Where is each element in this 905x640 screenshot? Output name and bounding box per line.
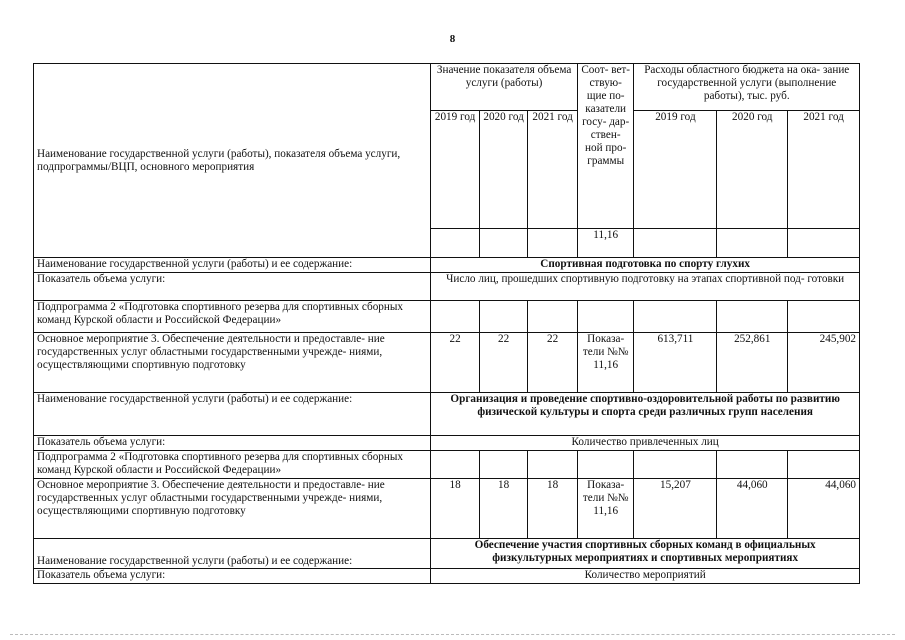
empty-cell — [431, 301, 480, 333]
empty-cell — [528, 301, 578, 333]
service-label: Наименование государственной услуги (работы) и ее содержание: — [34, 539, 431, 569]
service-row — [34, 393, 860, 436]
value-2020: 18 — [479, 479, 528, 539]
activity-text: Основное мероприятие 3. Обеспечение деятельности и предоставле- ние государственных услуг областными государственными учрежде- ниями, осуществляющими спортивную подготовку — [34, 333, 431, 393]
indicator-value: Количество привлеченных лиц — [431, 436, 860, 451]
empty-cell — [577, 451, 634, 479]
header-expense-year-2019: 2019 год — [634, 111, 717, 229]
expense-2021: 44,060 — [788, 479, 860, 539]
value-2021: 18 — [528, 479, 578, 539]
header-expense-year-2020: 2020 год — [717, 111, 788, 229]
activity-text: Основное мероприятие 3. Обеспечение деятельности и предоставле- ние государственных услуг областными государственными учрежде- ниями, осуществляющими спортивную подготовку — [34, 479, 431, 539]
empty-cell — [431, 229, 480, 258]
service-name: Обеспечение участия спортивных сборных команд в официальных физкультурных мероприятиях и спортивных мероприятиях — [431, 539, 860, 569]
value-2020: 22 — [479, 333, 528, 393]
empty-cell — [528, 229, 578, 258]
expense-2021: 245,902 — [788, 333, 860, 393]
header-name-cell — [34, 64, 431, 258]
subprogram-text: Подпрограмма 2 «Подготовка спортивного резерва для спортивных сборных команд Курской области и Российской Федерации» — [34, 451, 431, 479]
indicator-value: Число лиц, прошедших спортивную подготовку на этапах спортивной под- готовки — [431, 273, 860, 301]
indicator-row — [34, 273, 860, 301]
empty-cell — [634, 301, 717, 333]
activity-row — [34, 333, 860, 393]
service-row — [34, 539, 860, 569]
indicator-label: Показатель объема услуги: — [34, 273, 431, 301]
expense-2020: 44,060 — [717, 479, 788, 539]
empty-cell — [717, 301, 788, 333]
page-number: 8 — [449, 33, 456, 45]
header-compliance-ref: 11,16 — [577, 229, 634, 258]
service-row — [34, 258, 860, 273]
empty-cell — [528, 451, 578, 479]
service-label: Наименование государственной услуги (работы) и ее содержание: — [34, 393, 431, 436]
compliance-cell: Показа- тели №№ 11,16 — [577, 333, 634, 393]
empty-cell — [577, 301, 634, 333]
header-expense-year-2021: 2021 год — [788, 111, 860, 229]
empty-cell — [788, 229, 860, 258]
scan-artifact-line — [10, 634, 895, 636]
header-indicator-group: Значение показателя объема услуги (работы) — [431, 64, 578, 111]
header-compliance: Соот- вет- ствую- щие по- казатели госу- дар- ствен- ной про- граммы — [577, 64, 634, 229]
header-expenses-group: Расходы областного бюджета на ока- зание государственной услуги (выполнение работы), тыс. руб. — [634, 64, 860, 111]
value-2019: 22 — [431, 333, 480, 393]
empty-cell — [431, 451, 480, 479]
service-name: Организация и проведение спортивно-оздоровительной работы по развитию физической культуры и спорта среди различных групп населения — [431, 393, 860, 436]
header-year-2020: 2020 год — [479, 111, 528, 229]
value-2021: 22 — [528, 333, 578, 393]
header-row-1 — [34, 64, 860, 111]
empty-cell — [479, 451, 528, 479]
header-year-2021: 2021 год — [528, 111, 578, 229]
indicator-row — [34, 436, 860, 451]
indicator-label: Показатель объема услуги: — [34, 569, 431, 584]
compliance-cell: Показа- тели №№ 11,16 — [577, 479, 634, 539]
header-year-2019: 2019 год — [431, 111, 480, 229]
header-name-text: Наименование государственной услуги (работы), показателя объема услуги, подпрограммы/ВЦП, основного мероприятия — [37, 147, 401, 173]
subprogram-row — [34, 301, 860, 333]
empty-cell — [788, 301, 860, 333]
value-2019: 18 — [431, 479, 480, 539]
service-name: Спортивная подготовка по спорту глухих — [431, 258, 860, 273]
indicator-value: Количество мероприятий — [431, 569, 860, 584]
activity-row — [34, 479, 860, 539]
indicator-label: Показатель объема услуги: — [34, 436, 431, 451]
subprogram-text: Подпрограмма 2 «Подготовка спортивного резерва для спортивных сборных команд Курской области и Российской Федерации» — [34, 301, 431, 333]
empty-cell — [717, 229, 788, 258]
expense-2020: 252,861 — [717, 333, 788, 393]
indicator-row — [34, 569, 860, 584]
expense-2019: 15,207 — [634, 479, 717, 539]
expense-2019: 613,711 — [634, 333, 717, 393]
service-label: Наименование государственной услуги (работы) и ее содержание: — [34, 258, 431, 273]
empty-cell — [479, 229, 528, 258]
empty-cell — [717, 451, 788, 479]
empty-cell — [788, 451, 860, 479]
budget-table — [33, 63, 860, 584]
subprogram-row — [34, 451, 860, 479]
empty-cell — [634, 451, 717, 479]
empty-cell — [634, 229, 717, 258]
empty-cell — [479, 301, 528, 333]
